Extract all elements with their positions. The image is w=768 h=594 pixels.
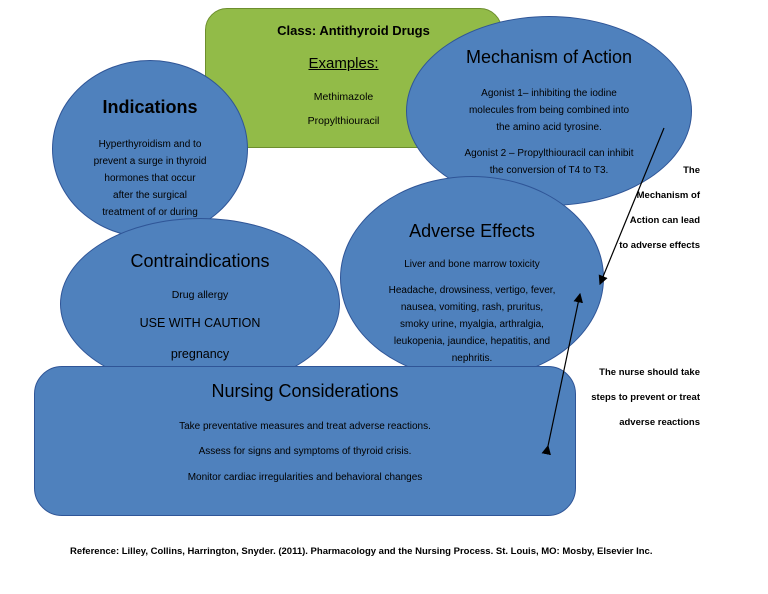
contra-title: Contraindications [130, 251, 270, 271]
side-note-line: to adverse effects [619, 240, 700, 251]
indications-line: Hyperthyroidism and to [98, 139, 202, 150]
indications-line: after the surgical [113, 190, 187, 201]
mechanism-line: the conversion of T4 to T3. [489, 165, 609, 176]
side-note-line: The nurse should take [599, 367, 700, 378]
side-note-line: The [683, 165, 700, 176]
contra-allergy: Drug allergy [171, 289, 229, 301]
adverse-line: Headache, drowsiness, vertigo, fever, [388, 285, 556, 296]
side-note-line: adverse reactions [619, 417, 700, 428]
side-note-line: Mechanism of [636, 190, 700, 201]
indications-title: Indications [102, 97, 198, 117]
example-methimazole: Methimazole [313, 91, 374, 103]
mechanism-title: Mechanism of Action [465, 47, 633, 67]
mechanism-line: Agonist 2 – Propylthiouracil can inhibit [464, 148, 634, 159]
mechanism-line: molecules from being combined into [468, 105, 630, 116]
adverse-line: nausea, vomiting, rash, pruritus, [400, 302, 544, 313]
arrow-mechanism-to-adverse [600, 128, 664, 284]
indications-line: treatment of or during [102, 207, 198, 218]
side-note-line: steps to prevent or treat [591, 392, 700, 403]
mechanism-line: Agonist 1– inhibiting the iodine [481, 88, 617, 99]
indications-line: prevent a surge in thyroid [93, 156, 207, 167]
adverse-toxicity: Liver and bone marrow toxicity [404, 259, 540, 270]
nursing-title: Nursing Considerations [211, 381, 399, 401]
reference-text: Reference: Lilley, Collins, Harrington, Snyder. (2011). Pharmacology and the Nursing Process. St. Louis, MO: Mosby, Elsevier Inc. [70, 546, 653, 557]
mechanism-line: the amino acid tyrosine. [496, 122, 602, 133]
side-note-line: Action can lead [629, 215, 700, 226]
indications-line: hormones that occur [104, 173, 196, 184]
arrow-nursing-to-adverse [548, 294, 580, 446]
adverse-line: leukopenia, jaundice, hepatitis, and [393, 336, 551, 347]
nursing-line: Take preventative measures and treat adverse reactions. [179, 421, 431, 432]
example-propylthiouracil: Propylthiouracil [307, 115, 380, 127]
nursing-line: Assess for signs and symptoms of thyroid crisis. [198, 446, 412, 457]
adverse-title: Adverse Effects [409, 221, 535, 241]
adverse-line: nephritis. [451, 353, 493, 364]
contra-pregnancy: pregnancy [170, 347, 230, 361]
nursing-line: Monitor cardiac irregularities and behavioral changes [187, 472, 423, 483]
examples-heading: Examples: [308, 55, 379, 72]
contra-caution: USE WITH CAUTION [139, 316, 261, 330]
adverse-line: smoky urine, myalgia, arthralgia, [400, 319, 544, 330]
class-title: Class: Antithyroid Drugs [277, 23, 430, 38]
